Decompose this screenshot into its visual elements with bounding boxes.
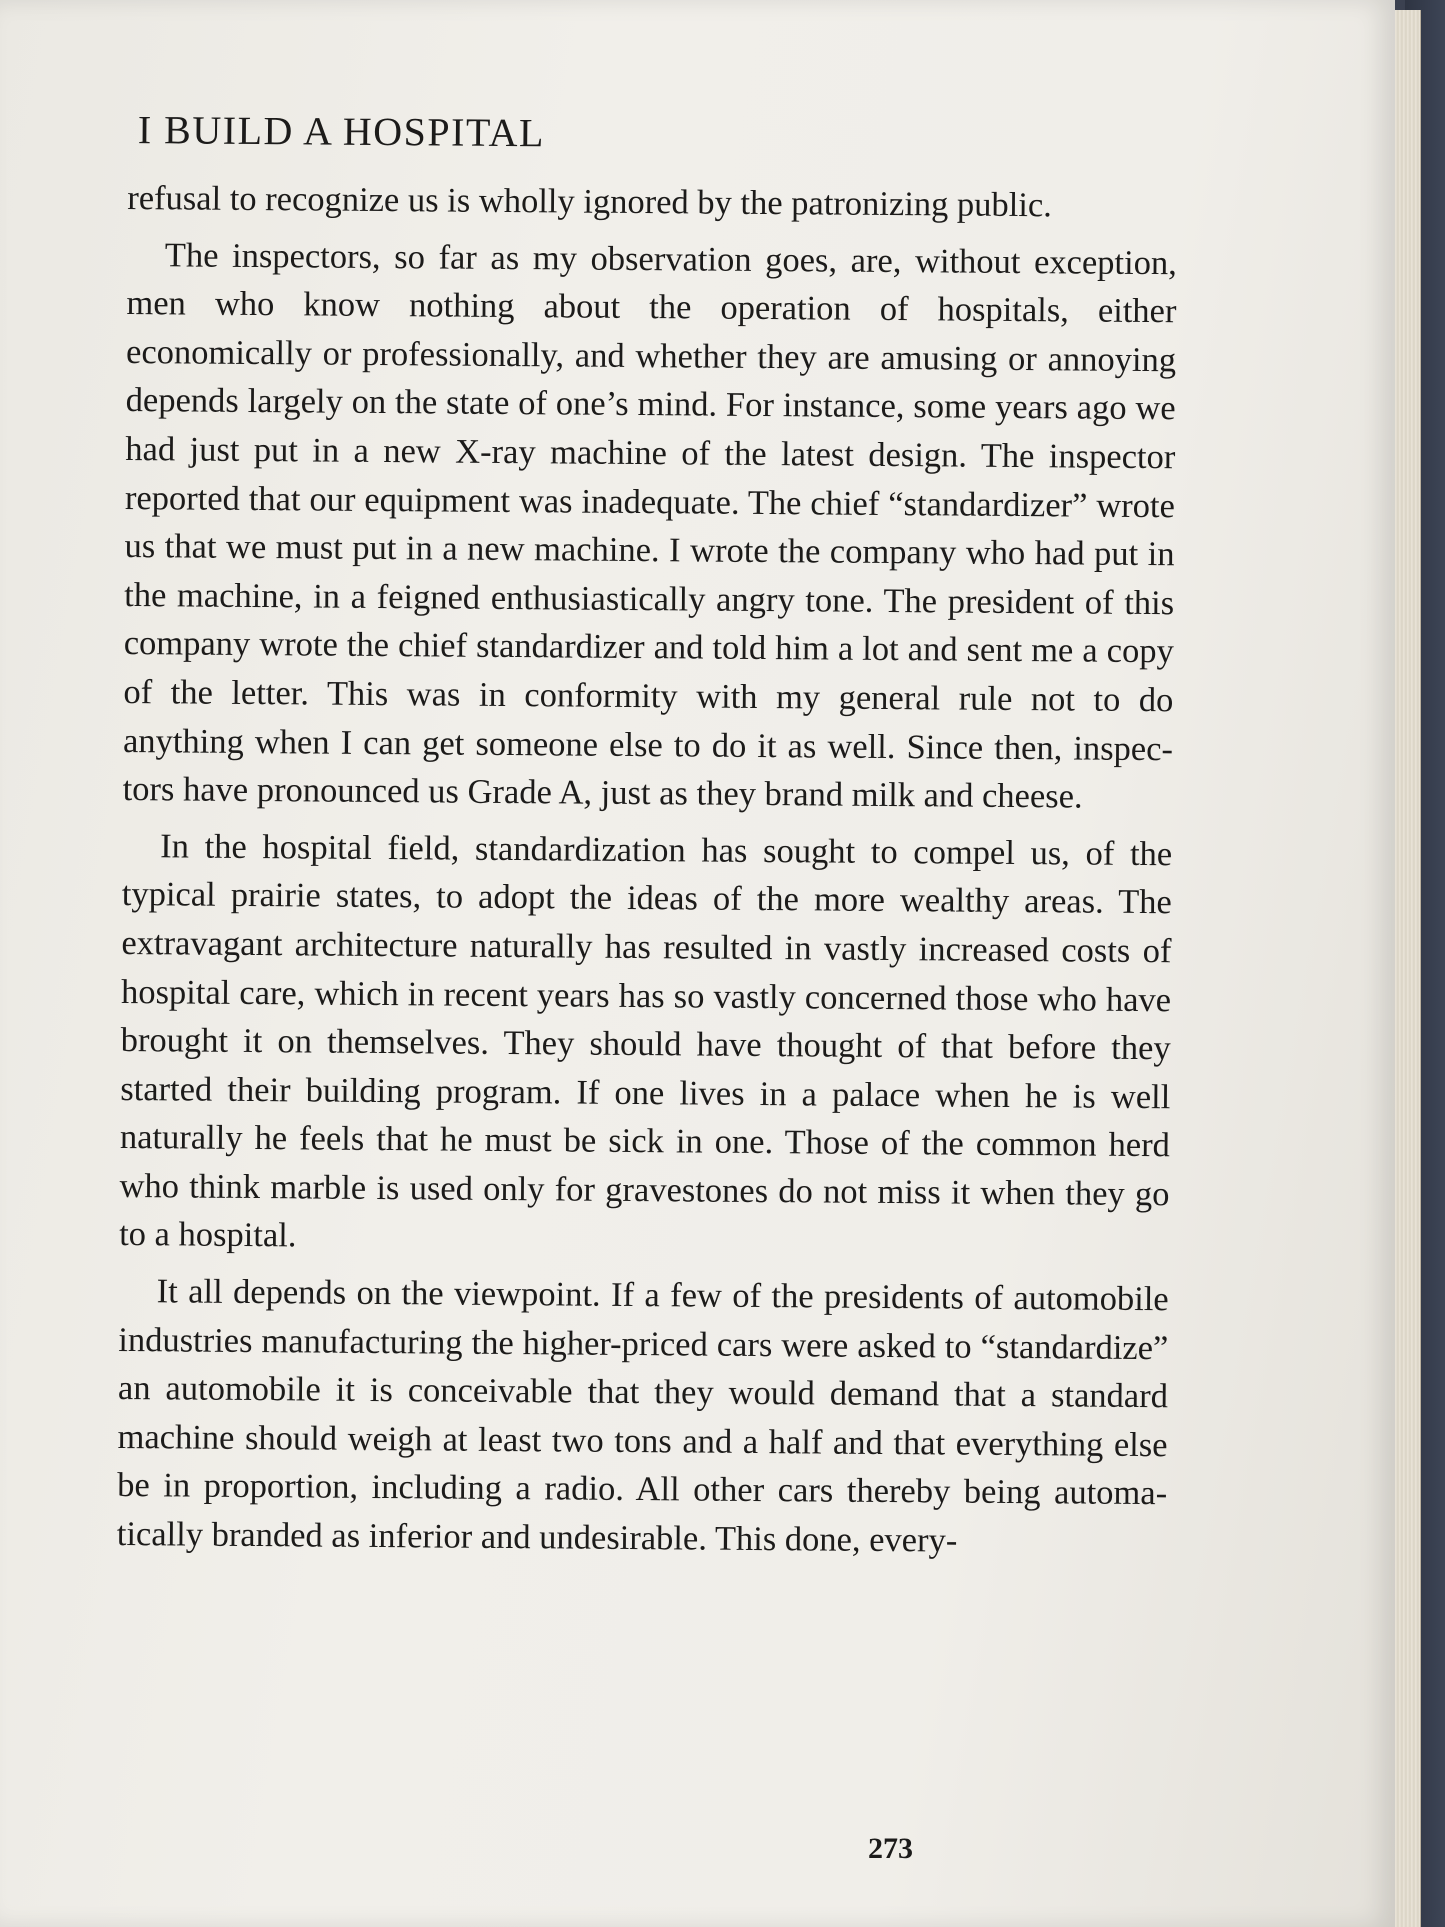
paragraph-viewpoint: It all depends on the viewpoint. If a few of the presidents of automobile industries manufacturing the higher-priced cars were asked to “standardize” an automobile it is conceivable that they would demand that a standard machine should weigh at least two tons and a half and that everything else be in proportion, including a radio. All other cars thereby being automatically branded as inferior and undesirable. This done, every-	[116, 1272, 1169, 1560]
paragraph-inspectors: The inspectors, so far as my observation goes, are, without exception, men who know nothing about the operation of hospitals, either economically or professionally, and whether they are amusing or annoying depends largely on the state of one’s mind. For instance, some years ago we had just put in a new X-ray machine of the latest design. The inspector reported that our equipment was inadequate. The chief “standardizer” wrote us that we must put in a new machine. I wrote the company who had put in the machine, in a feigned enthusiastically angry tone. The president of this company wrote the chief standardizer and told him a lot and sent me a copy of the letter. This was in conformity with my general rule not to do anything when I can get someone else to do it as well. Since then, inspectors have pronounced us Grade A, just as they brand milk and cheese.	[122, 235, 1177, 816]
page-content	[116, 107, 1178, 1567]
running-head: I BUILD A HOSPITAL	[137, 107, 546, 156]
paragraph-standardization: In the hospital field, standardization has sought to compel us, of the typical prairie states, to adopt the ideas of the more wealthy areas. The extravagant architecture naturally has resulted in vastly increased costs of hospital care, which in recent years has so vastly concerned those who have brought it on themselves. They should have thought of that before they started their building program. If one lives in a palace when he is well naturally he feels that he must be sick in one. Those of the common herd who think marble is used only for gravestones do not miss it when they go to a hospital.	[119, 826, 1173, 1255]
paragraph-continued: refusal to recognize us is wholly ignored by the patronizing public.	[127, 178, 1052, 225]
page-number: 273	[868, 1832, 913, 1865]
